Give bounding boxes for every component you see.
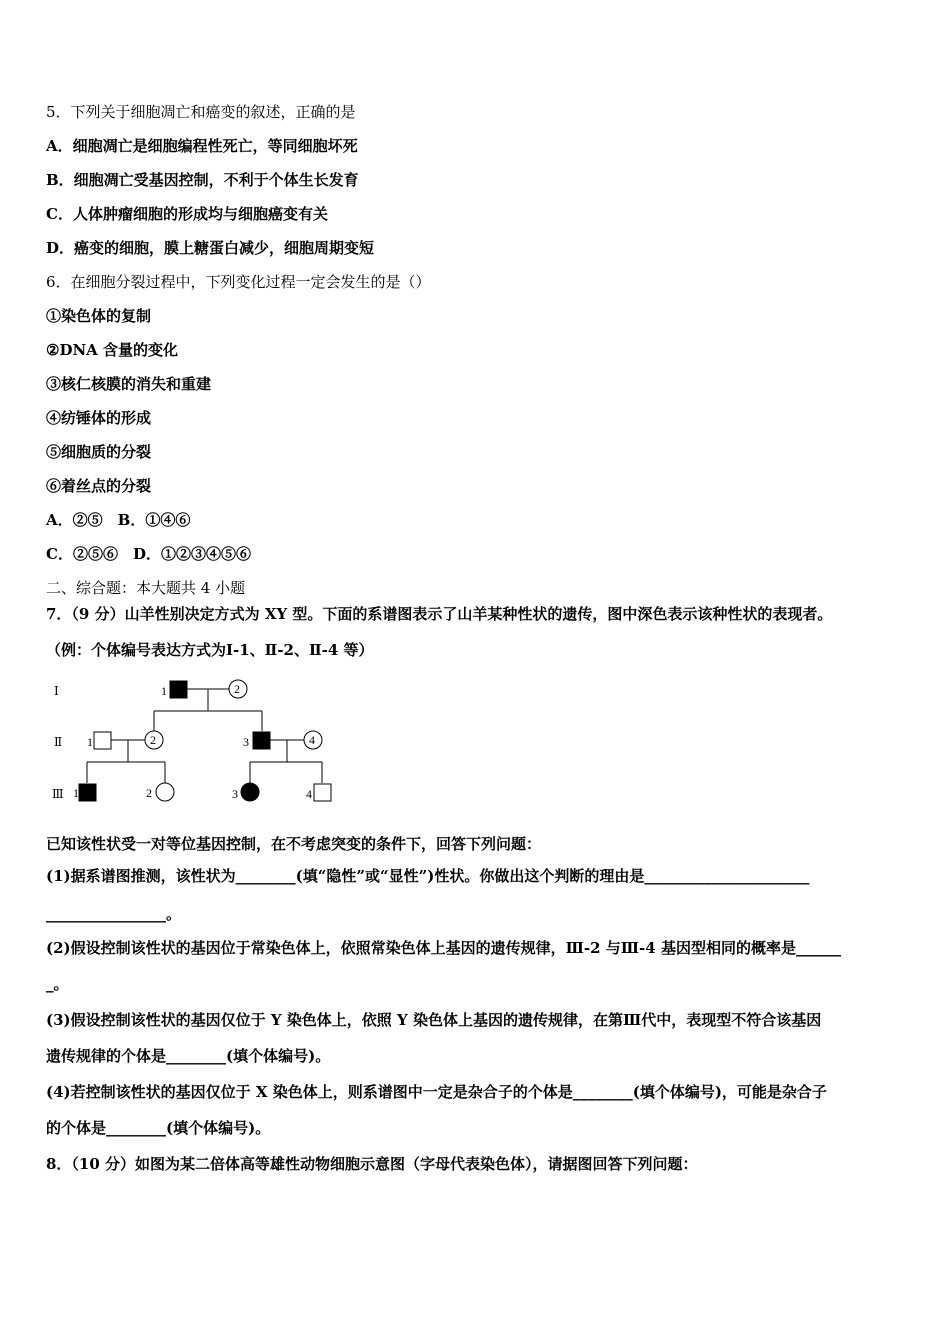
q5-option-b: B．细胞凋亡受基因控制，不利于个体生长发育: [46, 171, 359, 189]
pedigree-chart: [46, 672, 346, 812]
gen2-m1-number: 1: [87, 735, 93, 749]
q6-item-4: ④纺锤体的形成: [46, 409, 152, 427]
q7-part3-line1: (3)假设控制该性状的基因仅位于 Y 染色体上，依照 Y 染色体上基因的遗传规律，在第Ⅲ代中，表现型不符合该基因: [46, 1011, 822, 1029]
gen3-affected-female-3: [241, 783, 259, 801]
q6-item-2: ②DNA 含量的变化: [46, 341, 179, 359]
q8-stem: 8．（10 分）如图为某二倍体高等雄性动物细胞示意图（字母代表染色体），请据图回答下列问题：: [46, 1155, 698, 1173]
q6-stem: 6．在细胞分裂过程中，下列变化过程一定会发生的是（）: [46, 273, 431, 291]
gen3-m4-number: 4: [306, 787, 312, 801]
q6-item-1: ①染色体的复制: [46, 307, 152, 325]
q7-part4-line2: 的个体是________(填个体编号)。: [46, 1119, 271, 1137]
gen3-m1-number: 1: [73, 786, 79, 800]
q5-option-c: C．人体肿瘤细胞的形成均与细胞癌变有关: [46, 205, 328, 223]
gen2-m3-number: 3: [243, 735, 249, 749]
gen-label-3: Ⅲ: [52, 787, 64, 801]
q6-options-cd: C．②⑤⑥ D．①②③④⑤⑥: [46, 545, 251, 563]
gen2-affected-male-3: [253, 732, 270, 749]
q7-part2-line2: _。: [46, 975, 69, 993]
q6-item-3: ③核仁核膜的消失和重建: [46, 375, 212, 393]
q7-example: （例：个体编号表达方式为Ⅰ-1、Ⅱ-2、Ⅱ-4 等）: [46, 641, 374, 659]
gen2-f2-number: 2: [150, 733, 156, 747]
q7-intro: 已知该性状受一对等位基因控制，在不考虑突变的条件下，回答下列问题：: [46, 835, 542, 853]
gen3-male-4: [314, 784, 331, 801]
q7-stem: 7．（9 分）山羊性别决定方式为 XY 型。下面的系谱图表示了山羊某种性状的遗传，图中深色表示该种性状的表现者。: [46, 605, 833, 623]
q7-part1-line1: (1)据系谱图推测，该性状为________(填“隐性”或“显性”)性状。你做出这个判断的理由是______________________: [46, 867, 810, 885]
gen2-male-1: [94, 732, 111, 749]
q7-part1-line2: ________________。: [46, 905, 182, 923]
q7-part3-line2: 遗传规律的个体是________(填个体编号)。: [46, 1047, 331, 1065]
q5-stem: 5．下列关于细胞凋亡和癌变的叙述，正确的是: [46, 103, 356, 121]
gen1-affected-male: [170, 681, 187, 698]
gen3-f3-number: 3: [232, 787, 238, 801]
gen3-affected-male-1: [79, 784, 96, 801]
q6-options-ab: A．②⑤ B．①④⑥: [46, 511, 191, 529]
q5-option-a: A．细胞凋亡是细胞编程性死亡，等同细胞坏死: [46, 137, 358, 155]
q5-option-d: D．癌变的细胞，膜上糖蛋白减少，细胞周期变短: [46, 239, 375, 257]
gen2-f4-number: 4: [309, 733, 315, 747]
section-heading: 二、综合题：本大题共 4 小题: [46, 579, 246, 597]
gen1-m1-number: 1: [161, 684, 167, 698]
q6-item-5: ⑤细胞质的分裂: [46, 443, 152, 461]
gen3-female-2: [156, 783, 174, 801]
q7-part2-line1: (2)假设控制该性状的基因位于常染色体上，依照常染色体上基因的遗传规律，Ⅲ-2 与Ⅲ-4 基因型相同的概率是______: [46, 939, 841, 957]
q6-item-6: ⑥着丝点的分裂: [46, 477, 152, 495]
gen-label-2: Ⅱ: [54, 735, 63, 749]
q7-part4-line1: (4)若控制该性状的基因仅位于 X 染色体上，则系谱图中一定是杂合子的个体是________(填个体编号)，可能是杂合子: [46, 1083, 827, 1101]
gen-label-1: Ⅰ: [54, 684, 59, 698]
gen3-f2-number: 2: [146, 786, 152, 800]
gen1-f2-number: 2: [234, 682, 240, 696]
